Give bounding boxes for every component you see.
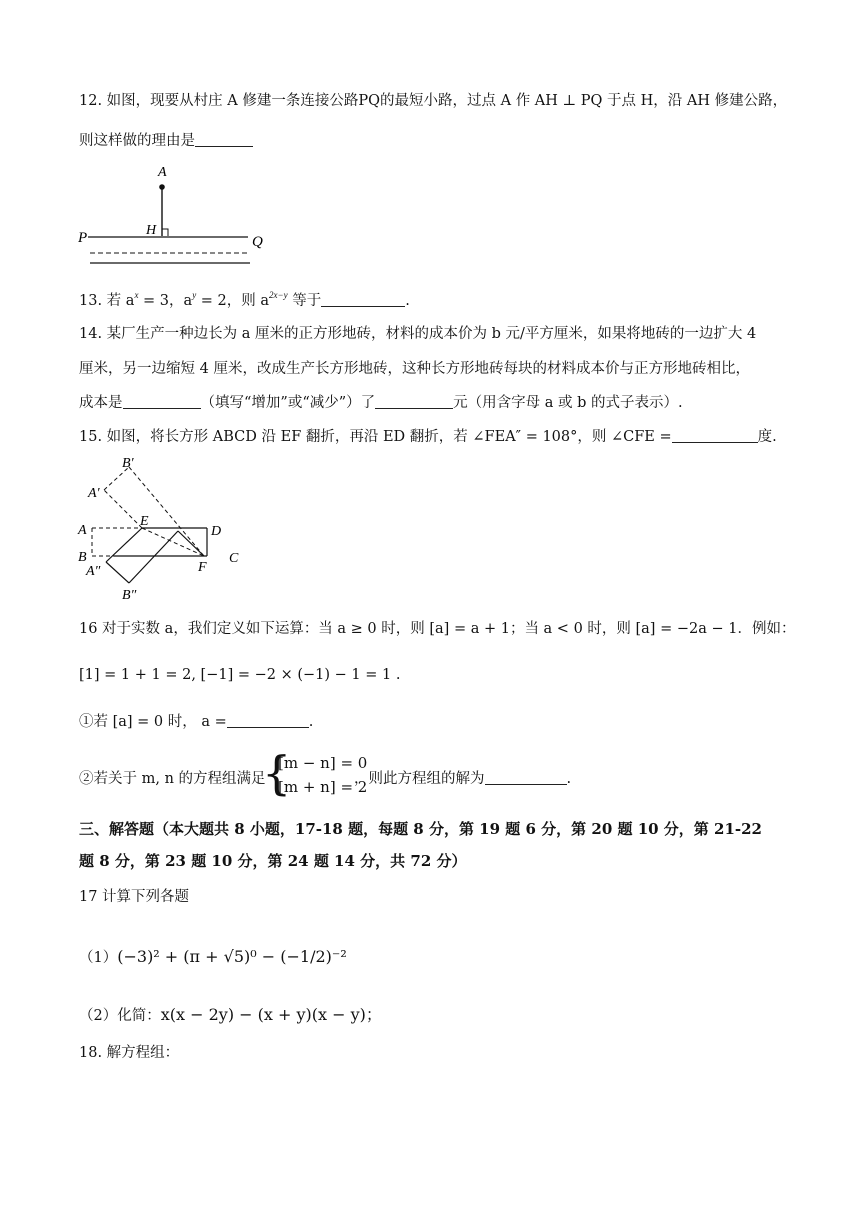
q13-line: [79, 284, 410, 312]
label-a: A: [78, 523, 87, 538]
q17-title: 17 计算下列各题: [79, 889, 190, 905]
q13-mid1: = 3，a: [138, 293, 193, 309]
q16-line2: [1] = 1 + 1 = 2, [−1] = −2 × (−1) − 1 = 1 .: [79, 667, 401, 683]
q15-text: 15. 如图，将长方形 ABCD 沿 EF 翻折，再沿 ED 翻折，若 ∠FEA″ = 108°，则 ∠CFE =: [79, 429, 672, 445]
q13-answer-blank[interactable]: [321, 292, 405, 307]
q15-figure: [74, 455, 254, 603]
system-eq2: [m + n] = 2: [278, 778, 368, 796]
q14-line1: 14. 某厂生产一种边长为 a 厘米的正方形地砖，材料的成本价为 b 元/平方厘米，如果将地砖的一边扩大 4: [79, 326, 757, 342]
q12-answer-blank[interactable]: [195, 132, 253, 147]
system-eq1: [m − n] = 0: [278, 754, 368, 772]
q17-part2-label: （2）化简：: [79, 1008, 161, 1024]
q13-end: .: [405, 293, 410, 309]
label-a-prime: A′: [88, 486, 100, 501]
q14-line3: [79, 392, 683, 414]
label-c: C: [229, 551, 239, 566]
label-b-prime: B′: [122, 456, 134, 471]
q12-line1: 12. 如图，现要从村庄 A 修建一条连接公路PQ的最短小路，过点 A 作 AH ⊥ PQ 于点 H，沿 AH 修建公路，: [79, 93, 788, 109]
label-b: B: [78, 550, 87, 565]
q13-sup-y: y: [192, 290, 197, 300]
q12-figure: [78, 162, 278, 272]
q15-line: [79, 426, 777, 448]
segment-ea-double: [106, 528, 142, 562]
q16-blank-1[interactable]: [227, 713, 309, 728]
q13-prefix: 13. 若 a: [79, 293, 135, 309]
system-brace: {: [262, 746, 292, 800]
label-b-double: B″: [122, 588, 137, 603]
q12-line2: [79, 130, 253, 152]
segment-ea-prime: [104, 490, 142, 528]
q16-part2-text: ②若关于 m, n 的方程组满足: [79, 771, 266, 787]
q15-answer-blank[interactable]: [672, 428, 758, 443]
q14-line3a: 成本是: [79, 395, 123, 411]
q13-suffix: 等于: [287, 293, 322, 309]
q16-part2-tail: [354, 768, 571, 790]
q16-part2-mid: ，则此方程组的解为: [354, 771, 485, 787]
section3-heading-line1: 三、解答题（本大题共 8 小题，17-18 题，每题 8 分，第 19 题 6 分，第 20 题 10 分，第 21-22: [79, 820, 762, 838]
q17-part2-expression: x(x − 2y) − (x + y)(x − y)；: [160, 1005, 382, 1024]
q16-part2: [79, 768, 266, 790]
q14-blank-1[interactable]: [123, 394, 201, 409]
q14-line2: 厘米，另一边缩短 4 厘米，改成生产长方形地砖，这种长方形地砖每块的材料成本价与正方形地砖相比，: [79, 361, 750, 377]
label-p: P: [78, 230, 88, 246]
q12-line2-text: 则这样做的理由是: [79, 133, 195, 149]
q16-line1: 16 对于实数 a，我们定义如下运算：当 a ≥ 0 时，则 [a] = a + 1；当 a < 0 时，则 [a] = −2a − 1．例如：: [79, 621, 796, 637]
q13-sup-x: x: [134, 290, 139, 300]
segment-to-f: [178, 531, 204, 556]
q13-sup-exp: 2x−y: [269, 290, 288, 300]
right-angle-mark: [162, 229, 168, 236]
q15-end: 度.: [757, 429, 777, 445]
label-a-double: A″: [86, 564, 101, 579]
q16-part1-end: .: [308, 714, 314, 730]
label-e: E: [140, 514, 149, 529]
q16-blank-2[interactable]: [485, 770, 567, 785]
q14-blank-2[interactable]: [375, 394, 453, 409]
q14-line3c: 元（用含字母 a 或 b 的式子表示）.: [453, 395, 683, 411]
q16-part2-end: .: [566, 771, 572, 787]
label-d: D: [211, 524, 222, 539]
fold-ef: [142, 528, 204, 556]
q16-part1: [79, 711, 313, 733]
q17-part1: [79, 946, 347, 969]
q18-title: 18. 解方程组：: [79, 1045, 180, 1061]
q13-mid2: = 2，则 a: [196, 293, 270, 309]
label-f: F: [198, 560, 207, 575]
label-h: H: [146, 223, 157, 238]
q17-part2: [79, 1004, 382, 1027]
q14-line3b: （填写“增加”或“减少”）了: [200, 395, 376, 411]
section3-heading-line2: 题 8 分，第 23 题 10 分，第 24 题 14 分，共 72 分）: [79, 852, 467, 870]
segment-a-double-b-double: [106, 562, 129, 583]
segment-b-double-up: [129, 531, 178, 583]
q17-part1-expression: (−3)² + (π + √5)⁰ − (−1/2)⁻²: [117, 947, 347, 966]
q17-part1-label: （1）: [79, 950, 118, 966]
label-q: Q: [252, 234, 263, 250]
label-a: A: [158, 165, 167, 180]
q16-part1-text: ①若 [a] = 0 时， a =: [79, 714, 227, 730]
